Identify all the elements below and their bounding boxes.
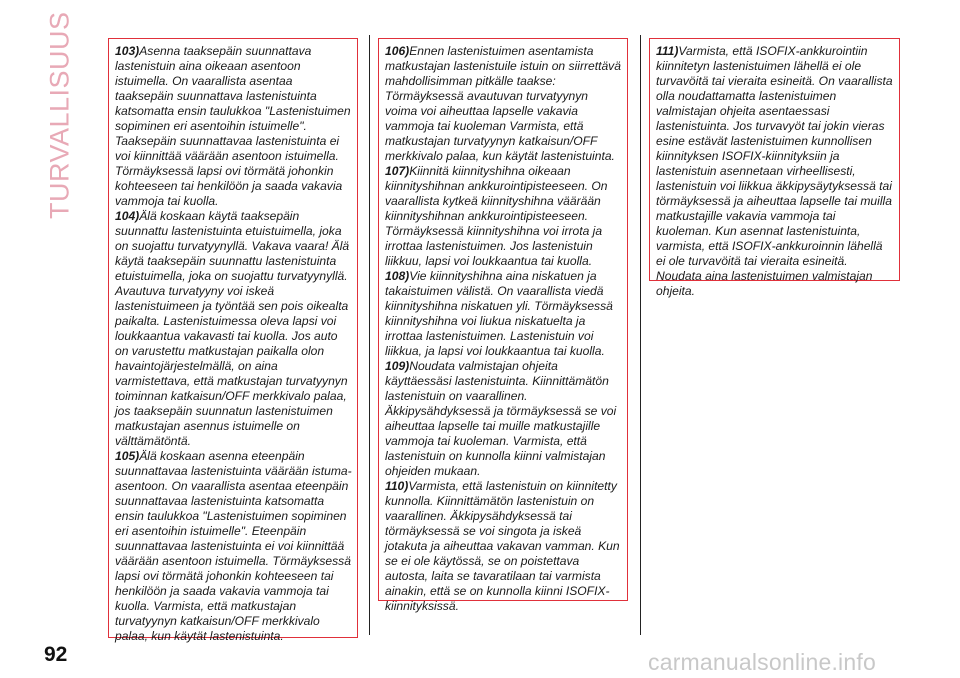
warning-text: Noudata valmistajan ohjeita käyttäessäsi lastenistuinta. Kiinnittämätön lastenistuin on vaarallinen. Äkkipysähdyksessä ja törmäyksessä se voi aiheuttaa lapselle tai muille matkustajille vammoja tai kuoleman. Varmista, että lastenistuin on kunnolla kiinni valmistajan ohjeiden mukaan. [385,359,617,478]
column-divider [640,35,641,635]
warning-paragraph [385,479,622,614]
warning-number: 107) [385,164,410,178]
warning-box-2 [378,38,628,613]
watermark: carmanualsonline.info [648,649,876,675]
warning-box-1 [108,38,358,643]
warning-number: 110) [385,479,409,493]
warning-number: 109) [385,359,410,373]
column-divider [369,35,370,635]
warning-text: Kiinnitä kiinnityshihna oikeaan kiinnityshihnan ankkurointipisteeseen. On vaarallista kytkeä kiinnityshihna väärään kiinnityshihnan ankkurointipisteeseen. Törmäyksessä kiinnityshihna voi irrota ja irrottaa lastenistuimen. Jos lastenistuin liikkuu, lapsi voi loukkaantua tai kuolla. [385,164,608,268]
warning-paragraph [115,449,352,644]
warning-paragraph [115,209,352,449]
warning-text: Varmista, että ISOFIX-ankkurointiin kiinnitetyn lastenistuimen lähellä ei ole turvavöitä tai vieraita esineitä. On vaarallista olla noudattamatta lastenistuimen valmistajan ohjeita asentaessasi lastenistuinta. Jos turvavyöt tai jokin vieras esine estävät lastenistuimen kunnollisen kiinnityksen ISOFIX-kiinnityksiin ja lastenistuin asennetaan virheellisesti, lastenistuin voi liikkua äkkipysäytyksessä tai törmäyksessä ja aiheuttaa lapselle tai muilla matkustajille vakavia vammoja tai kuoleman. Kun asennat lastenistuinta, varmista, että ISOFIX-ankkuroinnin lähellä ei ole turvavöitä tai vieraita esineitä. Noudata aina lastenistuimen valmistajan ohjeita. [656,44,893,298]
section-title: TURVALLISUUS [44,11,75,219]
warning-text: Asenna taaksepäin suunnattava lastenistuin aina oikeaan asentoon istuimella. On vaarallista asentaa taaksepäin suunnattava lastenistuinta katsomatta ensin taulukkoa "Lastenistuimen sopiminen eri asentoihin istuimelle". Taaksepäin suunnattavaa lastenistuinta ei voi kiinnittää väärään asentoon istuimella. Törmäyksessä lapsi ovi törmätä johonkin kohteeseen tai henkilöön ja saada vakavia vammoja tai kuolla. [115,44,351,208]
warning-paragraph [385,359,622,479]
warning-box-3 [649,38,900,298]
warning-number: 108) [385,269,410,283]
warning-paragraph [656,44,894,299]
page-number: 92 [44,643,68,666]
warning-paragraph [385,269,622,359]
warning-number: 111) [656,44,679,58]
warning-text: Vie kiinnityshihna aina niskatuen ja takaistuimen välistä. On vaarallista viedä kiinnityshihna niskatuen yli. Törmäyksessä kiinnityshihna voi liukua niskatuelta ja irrottaa lastenistuimen. Lastenistuin voi liikkua, ja lapsi voi loukkaantua tai kuolla. [385,269,613,358]
warning-number: 104) [115,209,140,223]
warning-number: 105) [115,449,140,463]
warning-text: Varmista, että lastenistuin on kiinnitetty kunnolla. Kiinnittämätön lastenistuin on vaarallinen. Äkkipysähdyksessä tai törmäyksessä se voi singota ja iskeä jotakuta ja aiheuttaa vakavan vamman. Kun se ei ole käytössä, se on poistettava autosta, laita se tavaratilaan tai varmista ainakin, että se on kunnolla kiinni ISOFIX-kiinnityksissä. [385,479,620,613]
warning-text: Älä koskaan asenna eteenpäin suunnattavaa lastenistuinta väärään istuma-asentoon. On vaarallista asentaa eteenpäin suunnattavaa lastenistuinta katsomatta ensin taulukkoa "Lastenistuimen sopiminen eri asentoihin istuimelle". Eteenpäin suunnattavaa lastenistuinta ei voi kiinnittää väärään asentoon istuimella. Törmäyksessä lapsi ovi törmätä johonkin kohteeseen tai henkilöön ja saada vakavia vammoja tai kuolla. Varmista, että matkustajan turvatyynyn katkaisun/OFF merkkivalo palaa, kun käytät lastenistuinta. [115,449,352,643]
warning-paragraph [385,44,622,164]
warning-number: 103) [115,44,140,58]
warning-text: Ennen lastenistuimen asentamista matkustajan lastenistuile istuin on siirrettävä mahdollisimman pitkälle taakse: Törmäyksessä avautuvan turvatyynyn voima voi aiheuttaa lapselle vakavia vammoja tai kuoleman Varmista, että matkustajan turvatyynyn katkaisun/OFF merkkivalo palaa, kun käytät lastenistuinta. [385,44,621,163]
warning-text: Älä koskaan käytä taaksepäin suunnattu lastenistuinta etuistuimella, joka on suojattu turvatyynyllä. Vakava vaara! Älä käytä taaksepäin suunnattu lastenistuinta etuistuimella, joka on suojattu turvatyynyllä. Avautuva turvatyyny voi iskeä lastenistuimeen ja työntää sen pois oikealta paikalta. Lastenistuimessa oleva lapsi voi loukkaantua vakavasti tai kuolla. Jos auto on varustettu matkustajan paikalla olon havaintojärjestelmällä, on aina varmistettava, että matkustajan turvatyynyn toiminnan katkaisun/OFF merkkivalo palaa, jos taaksepäin suunnatun lastenistuimen matkustajan asennus istuimelle on välttämätöntä. [115,209,350,448]
warning-paragraph [385,164,622,269]
warning-paragraph [115,44,352,209]
warning-number: 106) [385,44,410,58]
